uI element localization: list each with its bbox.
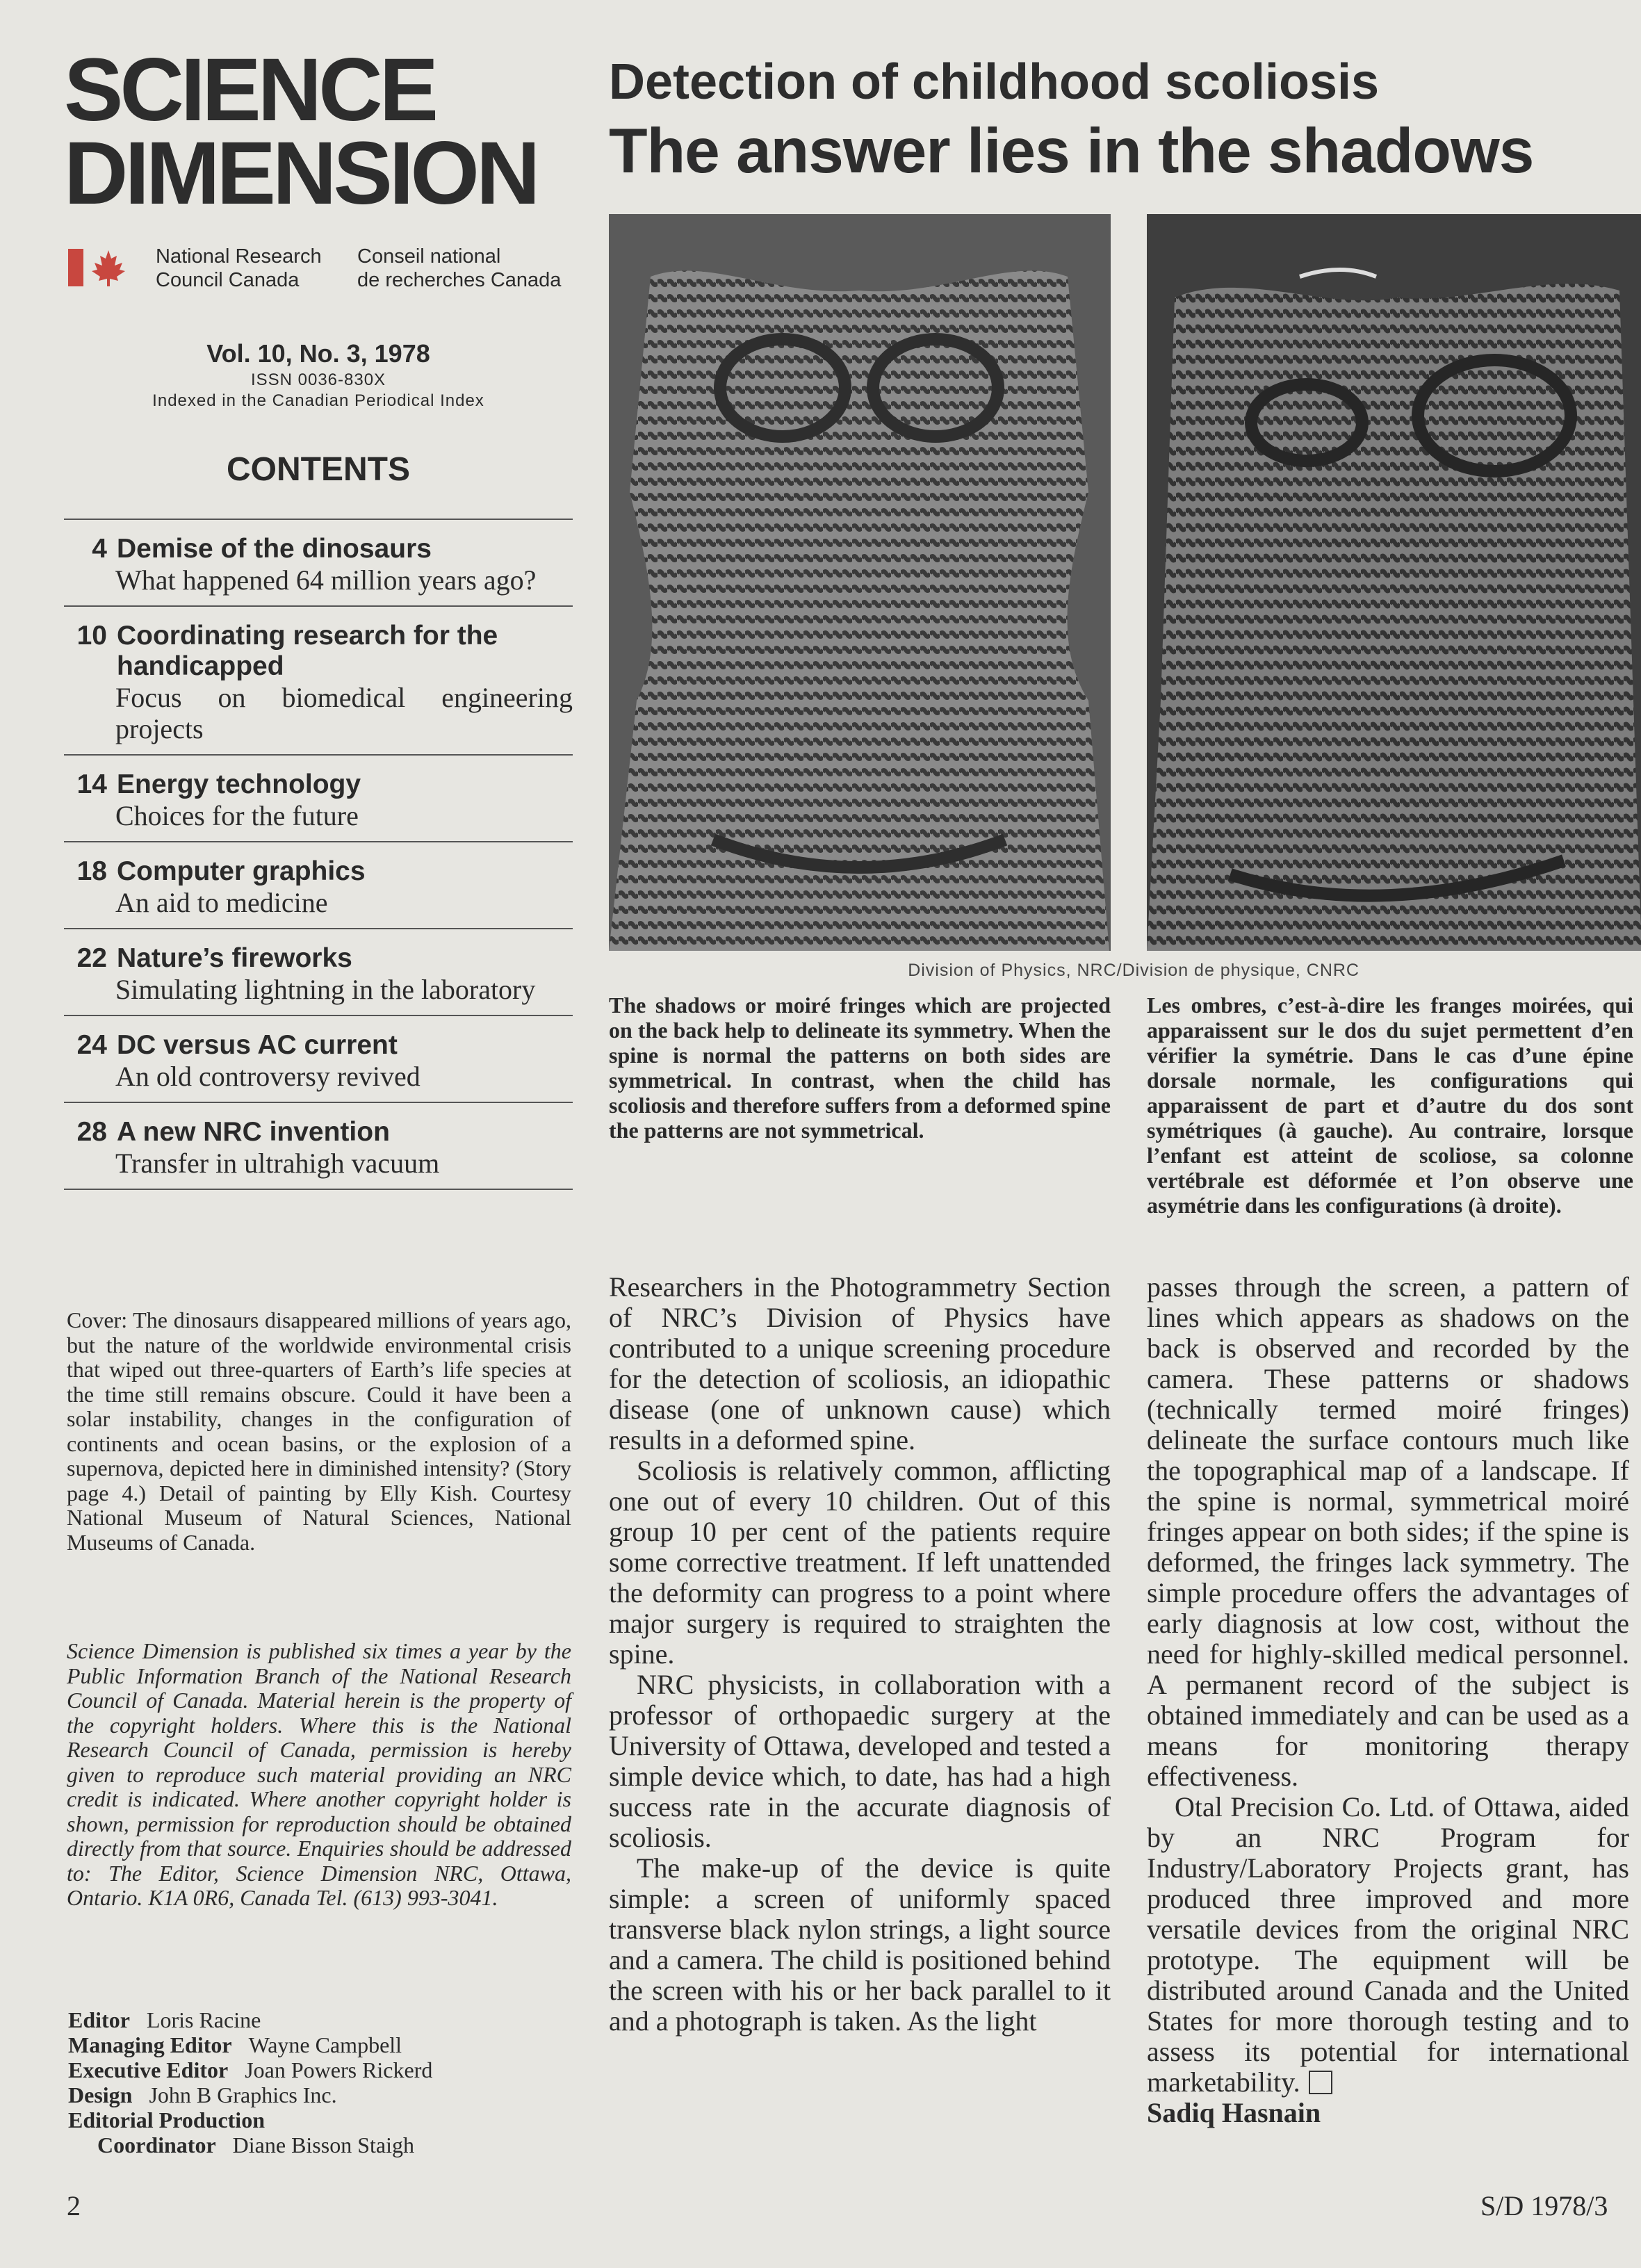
- toc-item[interactable]: [64, 842, 573, 929]
- toc-title: Energy technology: [117, 769, 361, 799]
- toc-item[interactable]: [64, 520, 573, 607]
- cover-note: Cover: The dinosaurs disappeared millions of years ago, but the nature of the worldwide environmental crisis that wiped out three-quarters of Earth’s life species at the time still remains obscure. Could it have been a solar instability, changes in the configuration of continents and ocean basins, or the explosion of a supernova, depicted here in diminished intensity? (Story page 4.) Detail of painting by Elly Kish. Courtesy National Museum of Natural Sciences, National Museums of Canada.: [67, 1307, 571, 1555]
- caption-english: The shadows or moiré fringes which are projected on the back help to delineate its symmetry. When the spine is normal the patterns on both sides are symmetrical. In contrast, when the child has scoliosis and therefore suffers from a deformed spine the patterns are not symmetrical.: [609, 993, 1111, 1143]
- masthead-title-line2: DIMENSION: [64, 124, 537, 223]
- issue-info: [64, 338, 573, 411]
- photo-credit: Division of Physics, NRC/Division de physique, CNRC: [908, 961, 1360, 980]
- toc-page-number: 4: [92, 534, 107, 564]
- toc-page-number: 18: [76, 856, 107, 886]
- staff-credits: [68, 2007, 573, 2157]
- page-number: 2: [67, 2190, 81, 2221]
- article-paragraph: Researchers in the Photogrammetry Section of NRC’s Division of Physics have contributed to a unique screening procedure for the detection of scoliosis, an idiopathic disease (one of unknown cause) which results in a deformed spine.: [609, 1271, 1111, 1455]
- toc-description: Choices for the future: [115, 800, 359, 831]
- masthead: [64, 40, 578, 223]
- org-name-english: National Research Council Canada: [156, 245, 322, 291]
- volume-line: Vol. 10, No. 3, 1978: [206, 339, 430, 368]
- article-paragraph: Otal Precision Co. Ltd. of Ottawa, aided by an NRC Program for Industry/Laboratory Projects grant, has produced three improved and more versatile devices from the original NRC prototype. The equipment will be distributed around Canada and the United States for more thorough testing and to assess its potential for international marketability.: [1147, 1791, 1629, 2098]
- toc-description: What happened 64 million years ago?: [115, 564, 537, 596]
- credit-line: Design John B Graphics Inc.: [68, 2082, 337, 2107]
- toc-description: An aid to medicine: [115, 887, 328, 918]
- toc-page-number: 24: [76, 1030, 107, 1060]
- toc-title: Demise of the dinosaurs: [117, 534, 432, 564]
- toc-description: Transfer in ultrahigh vacuum: [115, 1148, 440, 1179]
- photo-normal-spine: [609, 214, 1111, 951]
- caption-french: Les ombres, c’est-à-dire les franges moirées, qui apparaissent sur le dos du sujet permettent d’en vérifier la symétrie. Dans le cas d’une épine dorsale normale, les configurations qui apparaissent de part et d’autre du dos sont symétriques (à gauche). Au contraire, lorsque l’enfant est atteint de scoliose, sa colonne vertébrale est déformée et l’on observe une asymétrie dans les configurations (à droite).: [1147, 993, 1633, 1218]
- toc-title: DC versus AC current: [117, 1030, 398, 1060]
- toc-description: Simulating lightning in the laboratory: [115, 974, 536, 1005]
- article-column-1: [609, 1272, 1111, 2037]
- folio: S/D 1978/3: [1480, 2190, 1608, 2221]
- credit-line: Editorial Production: [68, 2107, 265, 2132]
- toc-title: Nature’s fireworks: [117, 943, 352, 973]
- toc-title: A new NRC invention: [117, 1117, 390, 1147]
- nrc-identifier: [68, 245, 582, 295]
- toc-page-number: 10: [76, 621, 107, 651]
- article-paragraph: passes through the screen, a pattern of lines which appears as shadows on the back is observed and recorded by the camera. These patterns or shadows (technically termed moiré fringes) delineate the surface contours much like the topographical map of a landscape. If the spine is normal, symmetrical moiré fringes appear on both sides; if the spine is deformed, the fringes lack symmetry. The simple procedure offers the advantages of early diagnosis at low cost, without the need for highly-skilled medical personnel. A permanent record of the subject is obtained immediately and can be used as a means for monitoring therapy effectiveness.: [1147, 1271, 1629, 1792]
- index-line: Indexed in the Canadian Periodical Index: [152, 391, 484, 410]
- article-kicker: Detection of childhood scoliosis: [609, 54, 1380, 110]
- toc-description: An old controversy revived: [115, 1061, 421, 1092]
- article-byline: Sadiq Hasnain: [1147, 2097, 1321, 2128]
- end-of-article-icon: [1309, 2071, 1332, 2094]
- toc-page-number: 22: [76, 943, 107, 973]
- credit-line: Editor Loris Racine: [68, 2007, 261, 2032]
- toc-item[interactable]: [64, 1103, 573, 1190]
- article-paragraph: Scoliosis is relatively common, afflicting one out of every 10 children. Out of this group 10 per cent of the patients require some corrective treatment. If left unattended the deformity can progress to a point where major surgery is required to straighten the spine.: [609, 1455, 1111, 1670]
- toc-page-number: 14: [76, 769, 107, 799]
- masthead-title-line1: SCIENCE: [64, 40, 435, 140]
- canada-flag-icon: [68, 249, 126, 286]
- toc-page-number: 28: [76, 1117, 107, 1147]
- publication-info: Science Dimension is published six times a year by the Public Information Branch of the National Research Council of Canada. Material herein is the property of the copyright holders. Where this is the National Research Council of Canada, permission is hereby given to reproduce such material providing an NRC credit is indicated. Where another copyright holder is shown, permission for reproduction should be obtained directly from that source. Enquiries should be addressed to: The Editor, Science Dimension NRC, Ottawa, Ontario. K1A 0R6, Canada Tel. (613) 993-3041.: [67, 1638, 571, 1910]
- article-paragraph: The make-up of the device is quite simple: a screen of uniformly spaced transverse black nylon strings, a light source and a camera. The child is positioned behind the screen with his or her back parallel to it and a photograph is taken. As the light: [609, 1852, 1111, 2037]
- toc-item[interactable]: [64, 1016, 573, 1103]
- photo-scoliosis-spine: [1147, 214, 1641, 951]
- toc-title: Coordinating research for the handicapped: [117, 621, 498, 681]
- credit-line: Managing Editor Wayne Campbell: [68, 2032, 402, 2057]
- toc-item[interactable]: [64, 756, 573, 842]
- article-column-2: [1147, 1272, 1629, 2128]
- toc-description: Focus on biomedical engineering projects: [115, 682, 573, 744]
- credit-line: Executive Editor Joan Powers Rickerd: [68, 2057, 433, 2082]
- org-name-french: Conseil national de recherches Canada: [357, 245, 562, 291]
- article-paragraph: NRC physicists, in collaboration with a professor of orthopaedic surgery at the University of Ottawa, developed and tested a simple device which, to date, has had a high success rate in the accurate diagnosis of scoliosis.: [609, 1669, 1111, 1853]
- toc-item[interactable]: [64, 607, 573, 756]
- issn-line: ISSN 0036-830X: [250, 370, 386, 389]
- toc-title: Computer graphics: [117, 856, 366, 886]
- article-headline: The answer lies in the shadows: [609, 116, 1534, 186]
- contents-heading: CONTENTS: [227, 451, 410, 488]
- credit-line: Coordinator Diane Bisson Staigh: [97, 2132, 414, 2157]
- table-of-contents: [64, 519, 573, 1190]
- toc-item[interactable]: [64, 929, 573, 1016]
